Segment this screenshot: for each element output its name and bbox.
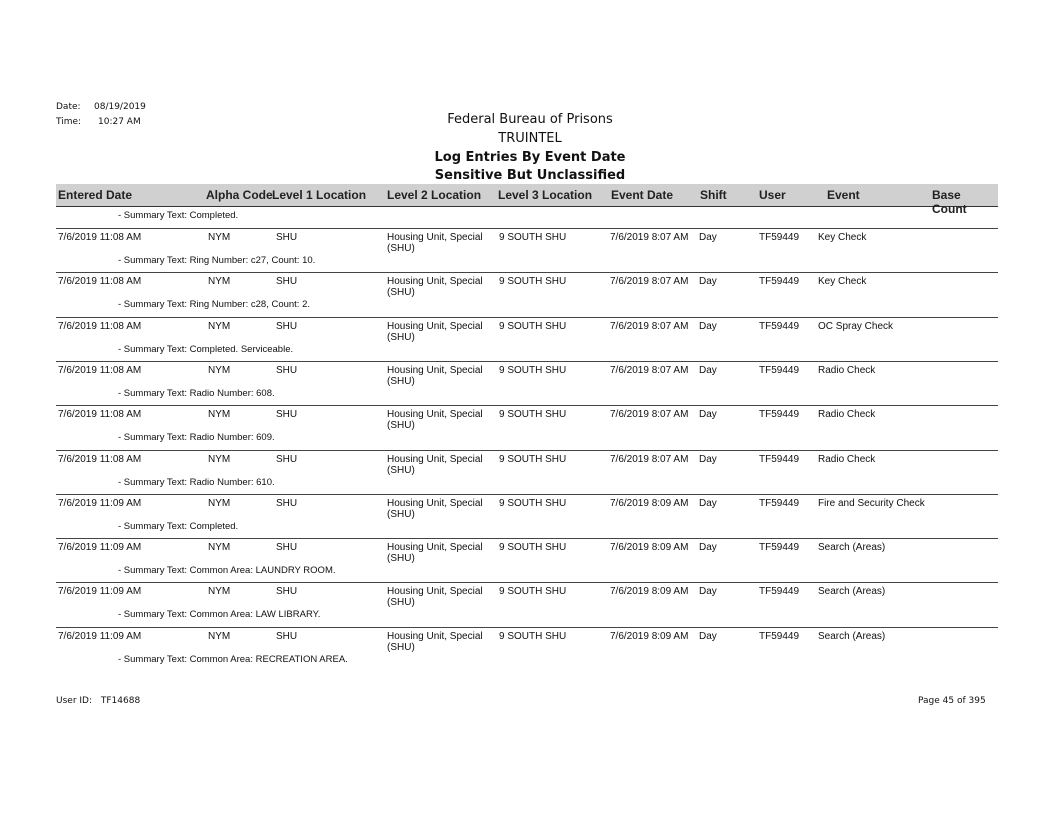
- level3-cell: 9 SOUTH SHU: [499, 364, 567, 376]
- summary-text: - Summary Text: Ring Number: c27, Count: 10.: [118, 255, 316, 266]
- col-base-count: Base Count: [932, 188, 967, 216]
- level1-cell: SHU: [276, 630, 298, 642]
- shift-cell: Day: [699, 320, 717, 332]
- event-date-cell: 7/6/2019 8:07 AM: [610, 364, 689, 376]
- event-date-cell: 7/6/2019 8:09 AM: [610, 630, 689, 642]
- shift-cell: Day: [699, 497, 717, 509]
- col-level2: Level 2 Location: [387, 188, 482, 202]
- summary-text: - Summary Text: Radio Number: 608.: [118, 387, 275, 399]
- col-alpha-code: Alpha Code: [206, 188, 273, 202]
- summary-text: - Summary Text: Radio Number: 610.: [118, 476, 275, 488]
- user-cell: TF59449: [759, 630, 800, 642]
- event-cell: Radio Check: [818, 364, 876, 376]
- alpha-code-cell: NYM: [208, 497, 231, 509]
- level1-cell: SHU: [276, 586, 298, 598]
- summary-text: - Summary Text: Common Area: LAUNDRY ROOM.: [118, 565, 336, 577]
- event-date-cell: 7/6/2019 8:07 AM: [610, 232, 689, 243]
- table-row: [56, 538, 998, 582]
- alpha-code-cell: NYM: [208, 542, 231, 554]
- entered-date-cell: 7/6/2019 11:09 AM: [58, 542, 142, 554]
- level1-cell: SHU: [276, 276, 298, 288]
- level2-cell: Housing Unit, Special (SHU): [387, 542, 483, 565]
- user-cell: TF59449: [759, 232, 800, 243]
- table-row: [56, 272, 998, 316]
- level1-cell: SHU: [276, 232, 298, 243]
- col-event: Event: [827, 188, 860, 202]
- user-cell: TF59449: [759, 276, 800, 288]
- event-cell: OC Spray Check: [818, 320, 894, 332]
- event-date-cell: 7/6/2019 8:09 AM: [610, 542, 689, 554]
- col-user: User: [759, 188, 786, 202]
- level2-cell: Housing Unit, Special (SHU): [387, 232, 483, 254]
- event-cell: Fire and Security Check: [818, 497, 925, 509]
- level2-cell: Housing Unit, Special (SHU): [387, 586, 483, 609]
- user-cell: TF59449: [759, 364, 800, 376]
- page-number: Page 45 of 395: [918, 696, 986, 706]
- event-cell: Radio Check: [818, 453, 876, 465]
- level3-cell: 9 SOUTH SHU: [499, 542, 567, 554]
- level2-cell: Housing Unit, Special (SHU): [387, 453, 483, 476]
- summary-text: - Summary Text: Radio Number: 609.: [118, 432, 275, 444]
- event-date-cell: 7/6/2019 8:09 AM: [610, 586, 689, 598]
- level3-cell: 9 SOUTH SHU: [499, 276, 567, 288]
- col-shift: Shift: [700, 188, 727, 202]
- level2-cell: Housing Unit, Special (SHU): [387, 497, 483, 520]
- col-level1: Level 1 Location: [272, 188, 367, 202]
- shift-cell: Day: [699, 232, 717, 243]
- user-cell: TF59449: [759, 542, 800, 554]
- table-row: [56, 228, 998, 272]
- summary-text: - Summary Text: Completed. Serviceable.: [118, 343, 294, 355]
- alpha-code-cell: NYM: [208, 232, 231, 243]
- event-cell: Key Check: [818, 232, 867, 243]
- table-row: [56, 494, 998, 538]
- alpha-code-cell: NYM: [208, 630, 231, 642]
- col-entered-date: Entered Date: [58, 188, 133, 202]
- event-date-cell: 7/6/2019 8:07 AM: [610, 409, 689, 421]
- user-id-label: User ID:: [56, 696, 92, 706]
- event-cell: Radio Check: [818, 409, 876, 421]
- alpha-code-cell: NYM: [208, 276, 231, 288]
- shift-cell: Day: [699, 630, 717, 642]
- table-row: [56, 450, 998, 494]
- report-title: Log Entries By Event Date: [434, 150, 626, 165]
- level1-cell: SHU: [276, 497, 298, 509]
- time-label: Time:: [56, 117, 82, 127]
- shift-cell: Day: [699, 542, 717, 554]
- user-cell: TF59449: [759, 409, 800, 421]
- user-cell: TF59449: [759, 320, 800, 332]
- event-cell: Search (Areas): [818, 586, 886, 598]
- shift-cell: Day: [699, 453, 717, 465]
- classification-title: Sensitive But Unclassified: [434, 168, 626, 183]
- table-row: [56, 582, 998, 626]
- entered-date-cell: 7/6/2019 11:08 AM: [58, 409, 142, 421]
- entered-date-cell: 7/6/2019 11:08 AM: [58, 453, 142, 465]
- level1-cell: SHU: [276, 320, 298, 332]
- level1-cell: SHU: [276, 409, 298, 421]
- system-title: TRUINTEL: [498, 131, 562, 146]
- time-value: 10:27 AM: [98, 117, 141, 127]
- footer-user: [56, 696, 140, 706]
- level3-cell: 9 SOUTH SHU: [499, 630, 567, 642]
- alpha-code-cell: NYM: [208, 409, 231, 421]
- level3-cell: 9 SOUTH SHU: [499, 320, 567, 332]
- level3-cell: 9 SOUTH SHU: [499, 409, 567, 421]
- table-row: [56, 361, 998, 405]
- level3-cell: 9 SOUTH SHU: [499, 453, 567, 465]
- event-date-cell: 7/6/2019 8:07 AM: [610, 276, 689, 288]
- summary-text: - Summary Text: Ring Number: c28, Count: 2.: [118, 299, 311, 311]
- level3-cell: 9 SOUTH SHU: [499, 586, 567, 598]
- level3-cell: 9 SOUTH SHU: [499, 232, 567, 243]
- summary-text: - Summary Text: Completed.: [118, 210, 239, 221]
- user-id-value: TF14688: [100, 696, 141, 706]
- table-row: [56, 627, 998, 671]
- alpha-code-cell: NYM: [208, 453, 231, 465]
- level3-cell: 9 SOUTH SHU: [499, 497, 567, 509]
- event-cell: Key Check: [818, 276, 867, 288]
- entered-date-cell: 7/6/2019 11:08 AM: [58, 320, 142, 332]
- level1-cell: SHU: [276, 453, 298, 465]
- shift-cell: Day: [699, 276, 717, 288]
- table-row: [56, 405, 998, 449]
- col-event-date: Event Date: [611, 188, 674, 202]
- event-date-cell: 7/6/2019 8:07 AM: [610, 453, 689, 465]
- event-cell: Search (Areas): [818, 630, 886, 642]
- event-date-cell: 7/6/2019 8:07 AM: [610, 320, 689, 332]
- user-cell: TF59449: [759, 497, 800, 509]
- summary-text: - Summary Text: Common Area: LAW LIBRARY.: [118, 609, 321, 621]
- event-cell: Search (Areas): [818, 542, 886, 554]
- user-cell: TF59449: [759, 453, 800, 465]
- shift-cell: Day: [699, 586, 717, 598]
- entered-date-cell: 7/6/2019 11:08 AM: [58, 232, 142, 243]
- report-date: [56, 102, 146, 112]
- entered-date-cell: 7/6/2019 11:09 AM: [58, 497, 142, 509]
- org-title: Federal Bureau of Prisons: [447, 112, 613, 127]
- level2-cell: Housing Unit, Special (SHU): [387, 364, 483, 387]
- date-value: 08/19/2019: [94, 102, 146, 112]
- alpha-code-cell: NYM: [208, 320, 231, 332]
- event-date-cell: 7/6/2019 8:09 AM: [610, 497, 689, 509]
- user-cell: TF59449: [759, 586, 800, 598]
- col-level3: Level 3 Location: [498, 188, 593, 202]
- level2-cell: Housing Unit, Special (SHU): [387, 320, 483, 343]
- entered-date-cell: 7/6/2019 11:08 AM: [58, 276, 142, 288]
- entered-date-cell: 7/6/2019 11:09 AM: [58, 630, 142, 642]
- entered-date-cell: 7/6/2019 11:09 AM: [58, 586, 142, 598]
- table-row: [56, 317, 998, 361]
- level1-cell: SHU: [276, 364, 298, 376]
- level1-cell: SHU: [276, 542, 298, 554]
- level2-cell: Housing Unit, Special (SHU): [387, 630, 483, 653]
- level2-cell: Housing Unit, Special (SHU): [387, 276, 483, 299]
- date-label: Date:: [56, 102, 81, 112]
- alpha-code-cell: NYM: [208, 586, 231, 598]
- alpha-code-cell: NYM: [208, 364, 231, 376]
- summary-text: - Summary Text: Completed.: [118, 520, 239, 532]
- shift-cell: Day: [699, 409, 717, 421]
- entered-date-cell: 7/6/2019 11:08 AM: [58, 364, 142, 376]
- summary-text: - Summary Text: Common Area: RECREATION AREA.: [118, 653, 348, 665]
- level2-cell: Housing Unit, Special (SHU): [387, 409, 483, 432]
- shift-cell: Day: [699, 364, 717, 376]
